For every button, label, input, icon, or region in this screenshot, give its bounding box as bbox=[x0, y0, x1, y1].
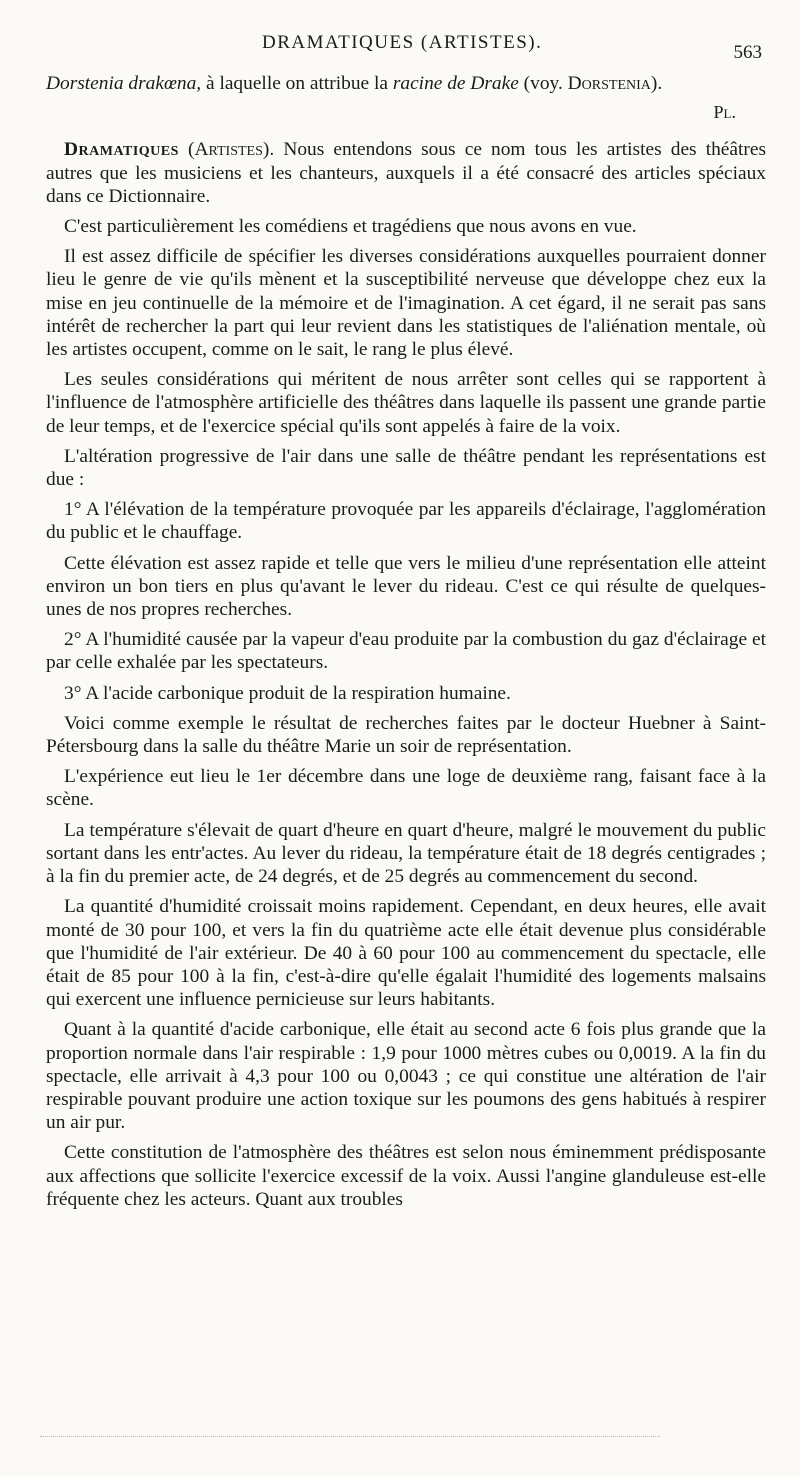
paragraph: L'expérience eut lieu le 1er décembre dans une loge de deuxième rang, faisant face à la scène. bbox=[46, 766, 766, 811]
voy-open: (voy. bbox=[518, 73, 568, 94]
paragraph: 3° A l'acide carbonique produit de la respiration humaine. bbox=[64, 682, 511, 704]
paragraph: Voici comme exemple le résultat de recherches faites par le docteur Huebner à Saint-Pétersbourg dans la salle du théâtre Marie un soir de représentation. bbox=[46, 712, 766, 758]
page-number: 563 bbox=[733, 42, 762, 63]
paragraph: Les seules considérations qui méritent de nous arrêter sont celles qui se rapportent à l'influence de l'atmosphère artificielle des théâtres dans laquelle ils passent une grande partie de leur temps, et de l'exercice spécial qu'ils sont appelés à faire de la voix. bbox=[46, 369, 766, 437]
paragraph: La température s'élevait de quart d'heure en quart d'heure, malgré le mouvement du public sortant dans les entr'actes. Au lever du rideau, la température était de 18 degrés centigrades ; à la fin du premier acte, de 24 degrés, et de 25 degrés au commencement du second. bbox=[46, 819, 766, 888]
body-text bbox=[46, 72, 766, 1218]
paragraph: La quantité d'humidité croissait moins rapidement. Cependant, en deux heures, elle avait monté de 30 pour 100, et vers la fin du quatrième acte elle était devenue plus considérable que l'humidité de l'air extérieur. De 40 à 60 pour 100 au commencement du spectacle, elle était de 85 pour 100 à la fin, c'est-à-dire qu'elle égalait l'humidité des logements malsains qui exercent une influence pernicieuse sur leurs habitants. bbox=[46, 896, 766, 1011]
paragraph: Il est assez difficile de spécifier les diverses considérations auxquelles pourraient donner lieu le genre de vie qu'ils mènent et la susceptibilité nerveuse que développe chez eux la mise en jeu continuelle de la mémoire et de l'imagination. A cet égard, il ne serait pas sans intérêt de rechercher la part qui leur revient dans les statistiques de l'aliénation mentale, où les artistes occupent, comme on le sait, le rang le plus élevé. bbox=[46, 246, 766, 361]
cross-reference: Dorstenia bbox=[567, 73, 651, 94]
paragraph: Quant à la quantité d'acide carbonique, elle était au second acte 6 fois plus grande que la proportion normale dans l'air respirable : 1,9 pour 1000 mètres cubes ou 0,0019. A la fin du spectacle, elle arrivait à 4,3 pour 100 ou 0,0043 ; ce qui constitue une altération de l'air respirable pouvant produire une action toxique sur les poumons des gens habitués à respirer un air pur. bbox=[46, 1019, 766, 1134]
dorstenia-middle: à laquelle on attribue la bbox=[201, 73, 393, 94]
paragraph: 2° A l'humidité causée par la vapeur d'eau produite par la combustion du gaz d'éclairage et par celle exhalée par les spectateurs. bbox=[46, 629, 766, 674]
paragraph: 1° A l'élévation de la température provoquée par les appareils d'éclairage, l'agglomération du public et le chauffage. bbox=[46, 499, 766, 544]
paragraph: Cette constitution de l'atmosphère des théâtres est selon nous éminemment prédisposante aux affections que sollicite l'exercice excessif de la voix. Aussi l'angine glanduleuse est-elle fréquente chez les acteurs. Quant aux troubles bbox=[46, 1142, 766, 1210]
dorstenia-entry bbox=[46, 72, 766, 95]
entry-lemma-qualifier: (Artistes). bbox=[178, 139, 275, 161]
entry-lemma: Dramatiques bbox=[64, 139, 179, 161]
dramatiques-entry bbox=[46, 138, 766, 208]
bottom-print-artifact bbox=[40, 1436, 660, 1437]
dorstenia-term: Dorstenia drakœna, bbox=[46, 73, 202, 94]
page-header bbox=[0, 30, 800, 63]
voy-close: ). bbox=[650, 73, 663, 94]
drake-root-term: racine de Drake bbox=[392, 73, 519, 94]
paragraph: Cette élévation est assez rapide et telle que vers le milieu d'une représentation elle atteint environ un bon tiers en plus qu'avant le lever du rideau. C'est ce qui résulte de quelques-unes de nos propres recherches. bbox=[46, 552, 766, 621]
paragraph: C'est particulièrement les comédiens et tragédiens que nous avons en vue. bbox=[64, 216, 637, 238]
signature-text: Pl. bbox=[713, 102, 736, 123]
paragraph: L'altération progressive de l'air dans une salle de théâtre pendant les représentations est due : bbox=[46, 445, 766, 491]
entry-intro: Nous entendons sous ce nom tous les artistes des théâtres autres que les musiciens et les chanteurs, auxquels il a été consacré des articles spéciaux dans ce Dictionnaire. bbox=[46, 139, 767, 207]
running-head: DRAMATIQUES (ARTISTES). bbox=[262, 32, 543, 53]
author-signature bbox=[46, 101, 736, 124]
